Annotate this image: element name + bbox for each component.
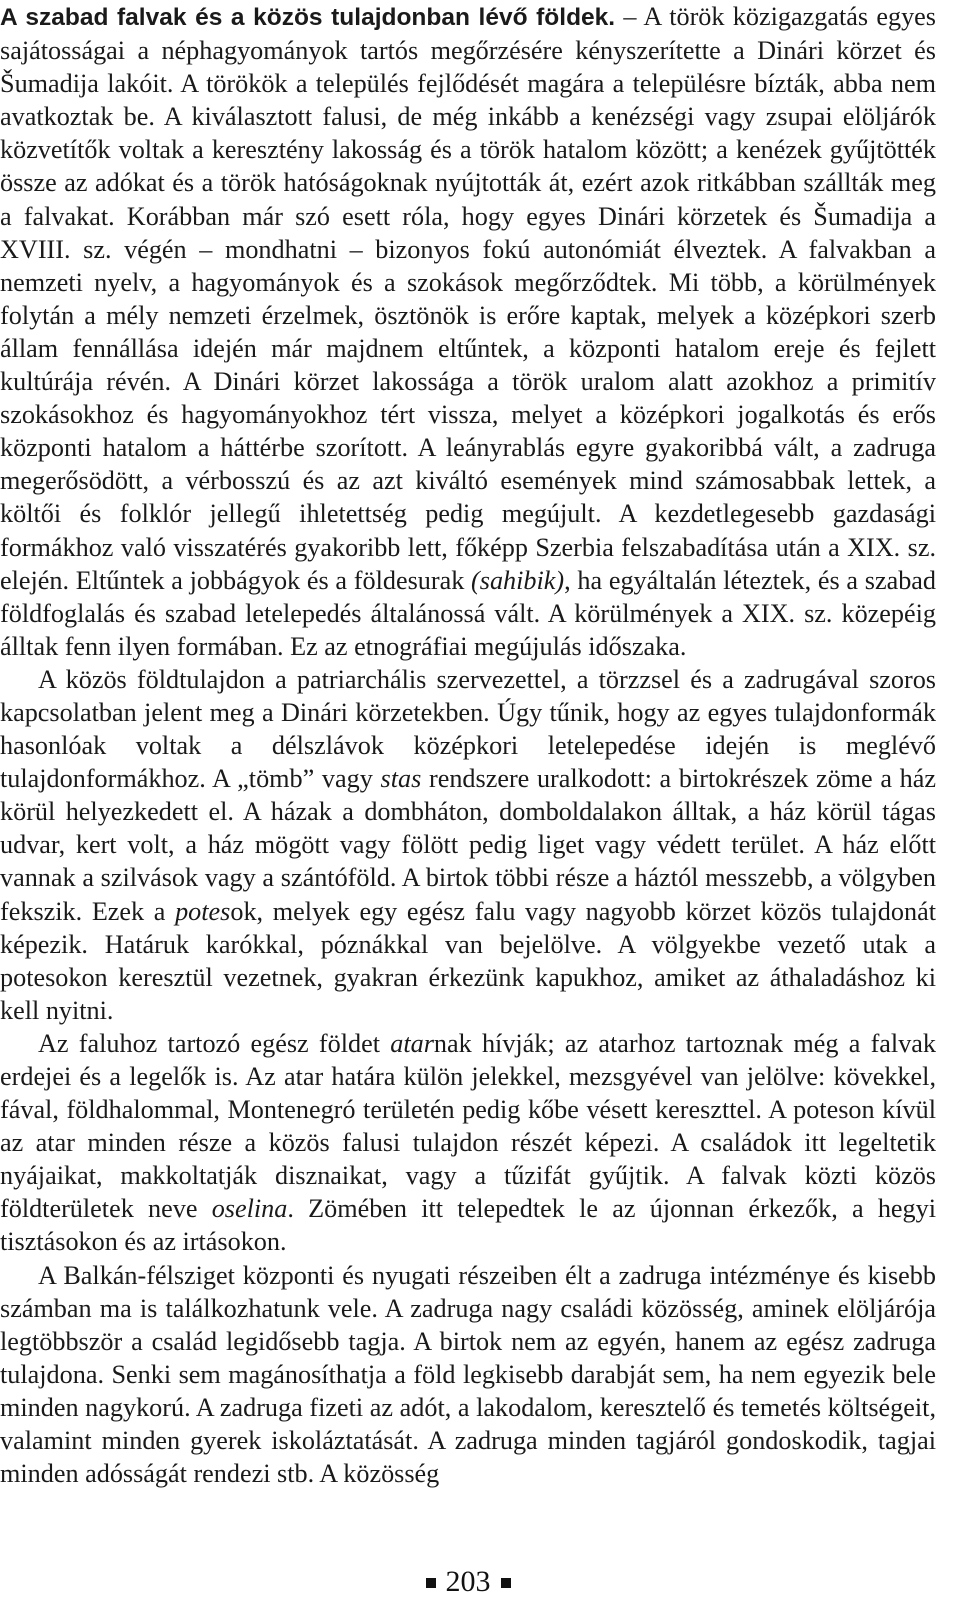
paragraph-free-villages	[0, 0, 936, 663]
paragraph-common-land	[0, 663, 936, 1027]
paragraph-zadruga	[0, 1259, 936, 1491]
square-bullet-icon	[501, 1578, 511, 1588]
paragraph-atar	[0, 1027, 936, 1259]
paragraph-text: , ha egyáltalán léteztek, és a szabad földfoglalás és szabad letelepedés általánossá vált. A körülmények a XIX. sz. közepéig álltak fenn ilyen formában. Ez az etnográfiai megújulás időszaka.	[0, 565, 937, 661]
section-heading: A szabad falvak és a közös tulajdonban lévő földek.	[0, 4, 616, 31]
paragraph-text: ok, melyek egy egész falu vagy nagyobb körzet közös tulajdonát képezik. Határuk karókkal, póznákkal van bejelölve. A völgyekbe vezető utak a potesokon keresztül vezetnek, gyakran érkezünk kapukhoz, amiket az áthaladáshoz ki kell nyitni.	[0, 896, 936, 1025]
emphasis-term: oselina	[211, 1194, 288, 1224]
emphasis-term: stas	[380, 764, 422, 794]
square-bullet-icon	[426, 1578, 436, 1588]
emphasis-term: atar	[390, 1028, 434, 1058]
paragraph-text: A közös földtulajdon a patriarchális szervezettel, a törzzsel és a zadrugával szoros kapcsolatban jelent meg a Dinári körzetekben. Úgy tűnik, hogy az egyes tulajdonformák hasonlóak voltak a délszlávok középkori letelepedése idején is meglévő tulajdonformákhoz. A „tömb” vagy	[0, 664, 936, 794]
paragraph-text: A Balkán-félsziget központi és nyugati részeiben élt a zadruga intézménye és kisebb számban ma is találkozhatunk vele. A zadruga nagy családi közösség, aminek elöljárója legtöbbször a család legidősebb tagja. A birtok nem az egyén, hanem az egész zadruga tulajdona. Senki sem magánosíthatja a föld legkisebb darabját sem, ha nem egyezik bele minden nagykorú. A zadruga fizeti az adót, a lakodalom, keresztelő és temetés költségeit, valamint minden gyerek iskoláztatását. A zadruga minden tagjáról gondoskodik, tagjai minden adósságát rendezi stb. A közösség	[0, 1260, 936, 1489]
paragraph-text: nak hívják; az atarhoz tartoznak még a falvak erdejei és a legelők is. Az atar határa külön jelekkel, mezsgyével van jelölve: kövekkel, fával, földhalommal, Montenegró területén pedig kőbe vésett kereszttel. A poteson kívül az atar minden része a közös falusi tulajdon részét képezi. A családok itt legeltetik nyájaikat, makkoltatják disznaikat, vagy a tűzifát gyűjtik. A falvak közti közös földterületek neve	[0, 1028, 937, 1224]
paragraph-text: Az faluhoz tartozó egész földet	[38, 1028, 391, 1058]
emphasis-term: (sahibik)	[471, 565, 565, 595]
emphasis-term: potes	[175, 896, 231, 926]
paragraph-text: – A török közigazgatás egyes sajátosságai a néphagyományok tartós megőrzésére kényszerítette a Dinári körzet és Šumadija lakóit. A törökök a település fejlődését magára a településre bízták, abba nem avatkoztak be. A kiválasztott falusi, de még inkább a kenézségi vagy zsupai elöljárók közvetítők voltak a keresztény lakosság és a török hatalom között; a kenézek gyűjtötték össze az adókat és a török hatóságoknak nyújtották át, ezért azok ritkábban szállták meg a falvakat. Korábban már szó esett róla, hogy egyes Dinári körzetek és Šumadija a XVIII. sz. végén – mondhatni – bizonyos fokú autonómiát élveztek. A falvakban a nemzeti nyelv, a hagyományok és a szokások megőrződtek. Mi több, a körülmények folytán a mély nemzeti érzelmek, ösztönök is erőre kaptak, melyek a középkori szerb állam fennállása idején már majdnem eltűntek, a központi hatalom ereje és fejlett kultúrája révén. A Dinári körzet lakossága a török uralom alatt azokhoz a primitív szokásokhoz és hagyományokhoz tért vissza, melyet a középkori jogalkotás és erős központi hatalom a háttérbe szorított. A leányrablás egyre gyakoribbá vált, a zadruga megerősödött, a vérbosszú és az azt kiváltó események mind számosabbak lettek, a költői és folklór jellegű ihletettség pedig megújult. A kezdetlegesebb gazdasági formákhoz való visszatérés gyakoribb lett, főképp Szerbia felszabadítása után a XIX. sz. elején. Eltűntek a jobbágyok és a földesurak	[0, 2, 936, 595]
paragraph-text: . Zömében itt telepedtek le az újonnan érkezők, a hegyi tisztásokon és az irtásokon.	[0, 1194, 936, 1257]
page-number: 203	[445, 1565, 491, 1598]
paragraph-text: rendszere uralkodott: a birtokrészek zöme a ház körül helyezkedett el. A házak a dombháton, domboldalakon álltak, a ház körül tágas udvar, kert volt, a ház mögött vagy fölött pedig liget vagy védett terület. A ház előtt vannak a szilvások vagy a szántóföld. A birtok többi része a háztól messzebb, a völgyben fekszik. Ezek a	[0, 764, 936, 926]
page-footer	[0, 1562, 936, 1602]
